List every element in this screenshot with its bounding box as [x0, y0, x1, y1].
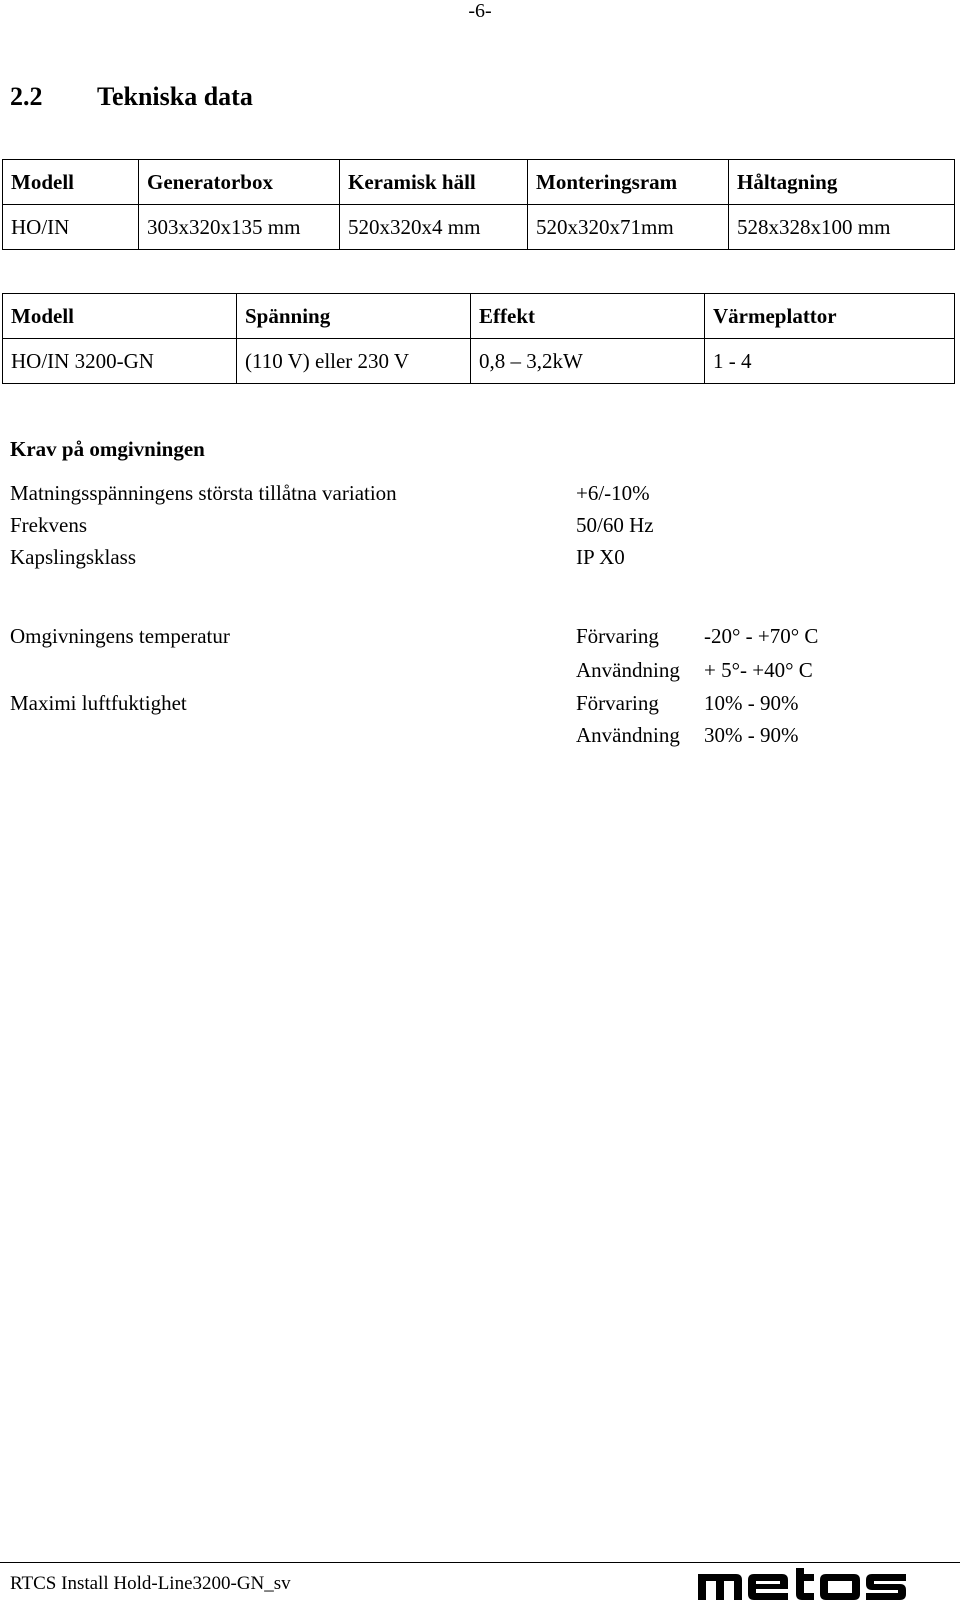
temperature-range: -20° - +70° C: [704, 624, 819, 648]
humidity-range: 10% - 90%: [704, 691, 799, 715]
section-title: Tekniska data: [97, 82, 253, 111]
table-header-cell: Spänning: [237, 294, 471, 339]
table-header-row: [3, 294, 955, 339]
requirement-value: 50/60 Hz: [576, 513, 654, 537]
table-cell: 1 - 4: [705, 339, 955, 384]
requirement-label: Frekvens: [10, 513, 87, 537]
temperature-label: Omgivningens temperatur: [10, 624, 230, 648]
requirement-label: Matningsspänningens största tillåtna variation: [10, 481, 397, 505]
metos-logo: [698, 1568, 933, 1602]
table-row: [3, 205, 955, 250]
requirement-value: +6/-10%: [576, 481, 650, 505]
table-cell: 528x328x100 mm: [729, 205, 955, 250]
electrical-table: [2, 293, 955, 384]
table-header-cell: Håltagning: [729, 160, 955, 205]
temperature-mode: Förvaring: [576, 624, 659, 648]
table-header-cell: Generatorbox: [139, 160, 340, 205]
temperature-mode: Användning: [576, 658, 680, 682]
footer-divider: [0, 1562, 960, 1563]
table-header-cell: Effekt: [471, 294, 705, 339]
table-cell: 0,8 – 3,2kW: [471, 339, 705, 384]
table-header-cell: Värmeplattor: [705, 294, 955, 339]
table-header-cell: Keramisk häll: [340, 160, 528, 205]
environment-title: Krav på omgivningen: [10, 437, 205, 461]
humidity-mode: Förvaring: [576, 691, 659, 715]
page-number: -6-: [468, 0, 492, 22]
table-header-cell: Monteringsram: [528, 160, 729, 205]
dimensions-table: [2, 159, 955, 250]
table-cell: 303x320x135 mm: [139, 205, 340, 250]
table-cell: (110 V) eller 230 V: [237, 339, 471, 384]
table-cell: 520x320x4 mm: [340, 205, 528, 250]
section-number: 2.2: [10, 82, 43, 111]
table-cell: 520x320x71mm: [528, 205, 729, 250]
humidity-label: Maximi luftfuktighet: [10, 691, 187, 715]
footer-doc-name: RTCS Install Hold-Line3200-GN_sv: [10, 1573, 291, 1594]
temperature-range: + 5°- +40° C: [704, 658, 813, 682]
table-cell: HO/IN 3200-GN: [3, 339, 237, 384]
requirement-value: IP X0: [576, 545, 625, 569]
table-header-row: [3, 160, 955, 205]
humidity-range: 30% - 90%: [704, 723, 799, 747]
table-cell: HO/IN: [3, 205, 139, 250]
table-header-cell: Modell: [3, 160, 139, 205]
humidity-mode: Användning: [576, 723, 680, 747]
table-row: [3, 339, 955, 384]
requirement-label: Kapslingsklass: [10, 545, 136, 569]
table-header-cell: Modell: [3, 294, 237, 339]
